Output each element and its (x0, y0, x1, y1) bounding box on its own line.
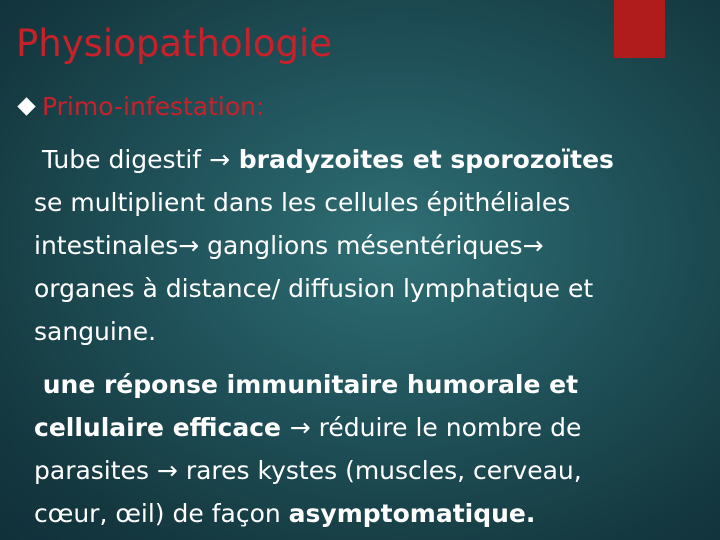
arrow-icon: → (156, 456, 178, 485)
paragraph-immune-response (34, 363, 704, 535)
para1-line1: Tube digestif → bradyzoites et sporozoïtes (41, 145, 614, 174)
para2-line1: une réponse immunitaire humorale et (42, 370, 579, 399)
arrow-icon: → (522, 231, 544, 260)
bullet-primo-infestation (14, 92, 264, 120)
para2-line2: cellulaire efficace → réduire le nombre de (34, 413, 582, 442)
arrow-icon: → (289, 413, 311, 442)
para1-line4: organes à distance/ diffusion lymphatique et (34, 274, 594, 303)
para2-line3: parasites → rares kystes (muscles, cerveau, (34, 456, 582, 485)
arrow-icon: → (209, 145, 231, 174)
slide-title: Physiopathologie (16, 22, 333, 65)
bullet-label: Primo-infestation: (42, 91, 265, 121)
para1-line5: sanguine. (34, 317, 157, 346)
para1-line3: intestinales→ ganglions mésentériques→ (34, 231, 544, 260)
accent-bar (614, 0, 665, 58)
arrow-icon: → (178, 231, 200, 260)
para1-line2: se multiplient dans les cellules épithéliales (34, 188, 571, 217)
para2-line4: cœur, œil) de façon asymptomatique. (34, 499, 536, 528)
paragraph-primo-infestation (34, 138, 704, 353)
diamond-bullet-icon (17, 97, 35, 115)
